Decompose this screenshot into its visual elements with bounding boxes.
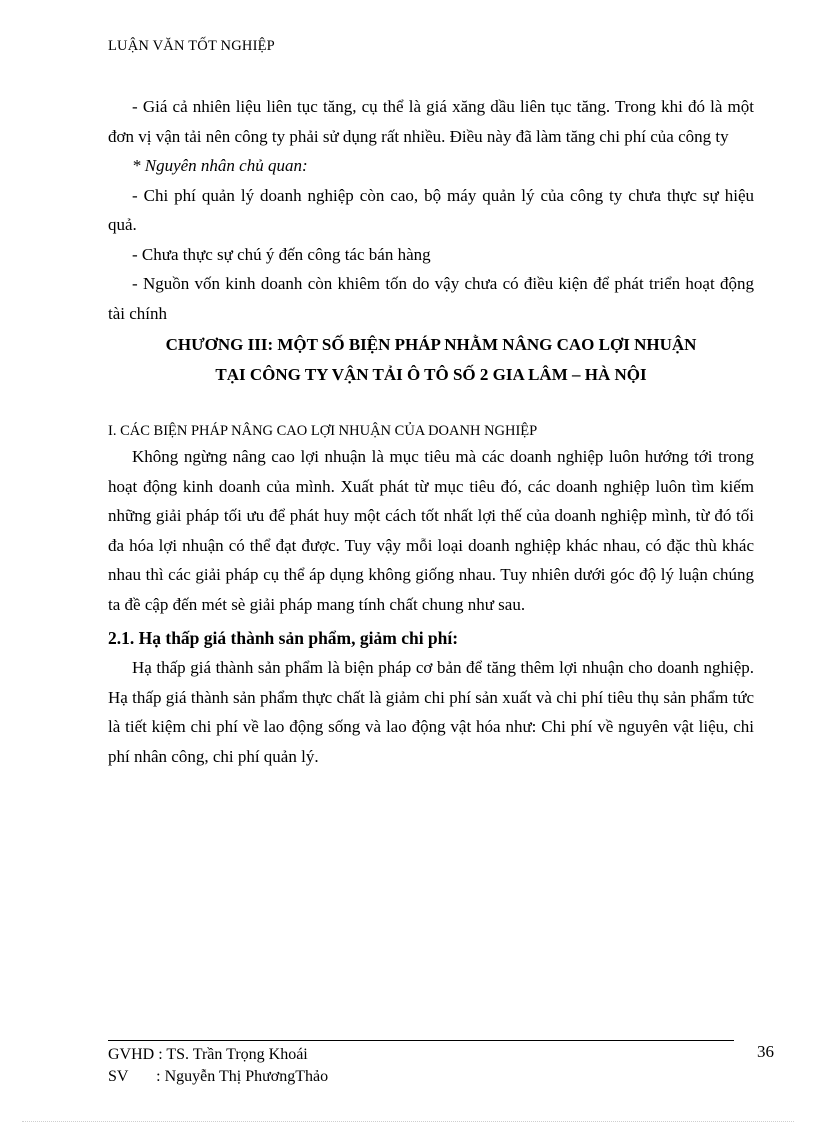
paragraph-management-cost: - Chi phí quản lý doanh nghiệp còn cao, bộ máy quản lý của công ty chưa thực sự hiệu quả. <box>108 185 754 234</box>
subjective-causes-label: * Nguyên nhân chủ quan: <box>132 156 308 175</box>
section-heading: I. CÁC BIỆN PHÁP NÂNG CAO LỢI NHUẬN CỦA DOANH NGHIỆP <box>108 423 538 439</box>
page-footer <box>108 1044 328 1088</box>
chapter-title <box>108 330 754 390</box>
paragraph-sales-attention: - Chưa thực sự chú ý đến công tác bán hàng <box>132 244 431 264</box>
footer-student: SV : Nguyễn Thị PhươngThảo <box>108 1068 329 1085</box>
paragraph-capital: - Nguồn vốn kinh doanh còn khiêm tốn do vậy chưa có điều kiện để phát triển hoạt động tài chính <box>108 274 754 323</box>
paragraph-fuel-cost: - Giá cả nhiên liệu liên tục tăng, cụ thể là giá xăng dầu liên tục tăng. Trong khi đó là một đơn vị vận tải nên công ty phải sử dụng rất nhiều. Điều này đã làm tăng chi phí của công ty <box>108 97 754 146</box>
page-bottom-border <box>22 1121 794 1122</box>
subsection-heading: 2.1. Hạ thấp giá thành sản phẩm, giảm chi phí: <box>108 628 459 648</box>
footer-divider <box>108 1040 734 1041</box>
document-body <box>108 92 754 771</box>
chapter-title-line-2: TẠI CÔNG TY VẬN TẢI Ô TÔ SỐ 2 GIA LÂM – HÀ NỘI <box>215 365 647 384</box>
chapter-title-line-1: CHƯƠNG III: MỘT SỐ BIỆN PHÁP NHẰM NÂNG CAO LỢI NHUẬN <box>165 335 697 354</box>
page-number: 36 <box>757 1042 774 1061</box>
section-paragraph: Không ngừng nâng cao lợi nhuận là mục tiêu mà các doanh nghiệp luôn hướng tới trong hoạt động kinh doanh của mình. Xuất phát từ mục tiêu đó, các doanh nghiệp luôn tìm kiếm những giải pháp tối ưu để phát huy một cách tốt nhất lợi thế của doanh nghiệp mình, từ đó tối đa hóa lợi nhuận có thể đạt được. Tuy vậy mỗi loại doanh nghiệp khác nhau, có đặc thù khác nhau thì các giải pháp cụ thể áp dụng không giống nhau. Tuy nhiên dưới góc độ lý luận chúng ta đề cập đến mét sè giải pháp mang tính chất chung như sau. <box>108 447 754 614</box>
footer-supervisor: GVHD : TS. Trần Trọng Khoái <box>108 1046 308 1063</box>
page-header: LUẬN VĂN TỐT NGHIỆP <box>108 38 275 54</box>
subsection-paragraph: Hạ thấp giá thành sản phẩm là biện pháp cơ bản để tăng thêm lợi nhuận cho doanh nghiệp. Hạ thấp giá thành sản phẩm thực chất là giảm chi phí sản xuất và chi phí tiêu thụ sản phẩm tức là tiết kiệm chi phí về lao động sống và lao động vật hóa như: Chi phí về nguyên vật liệu, chi phí nhân công, chi phí quản lý. <box>108 658 754 766</box>
